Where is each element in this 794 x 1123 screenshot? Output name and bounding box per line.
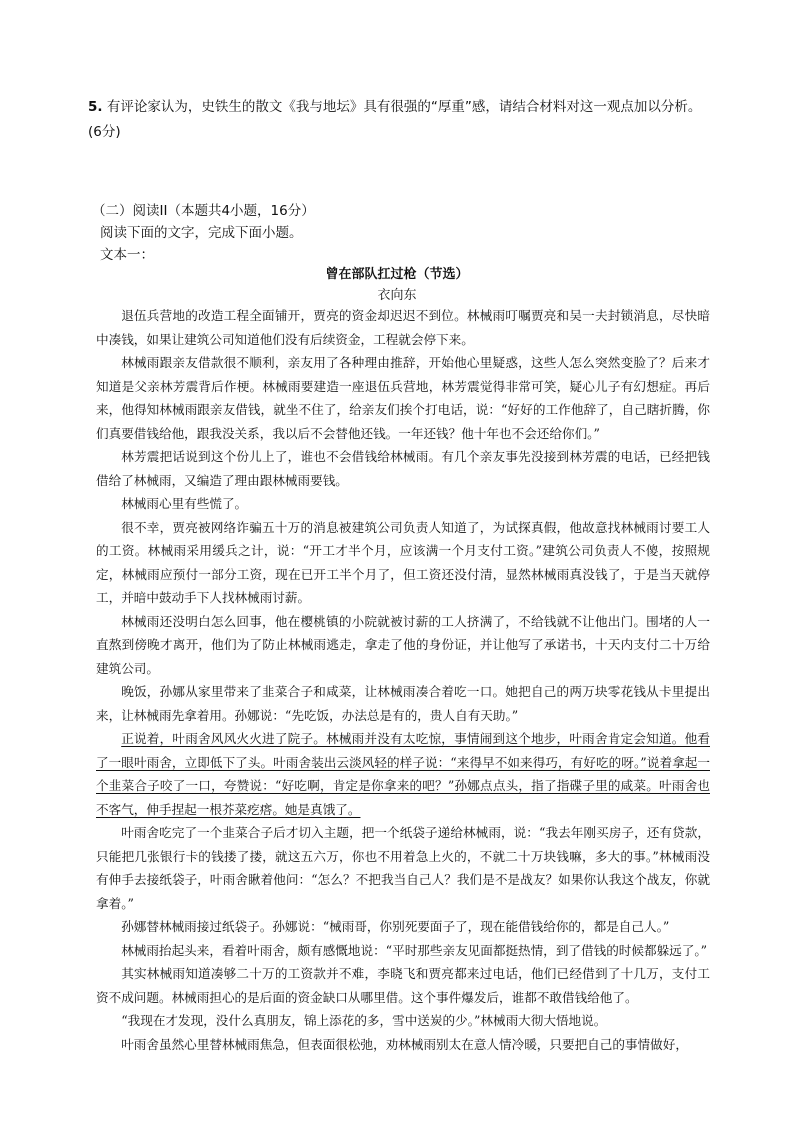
paragraph: 孙娜替林械雨接过纸袋子。孙娜说：“械雨哥，你别死要面子了，现在能借钱给你的，都是自己人。”: [121, 919, 670, 934]
paragraph: 林芳震把话说到这个份儿上了，谁也不会借钱给林械雨。有几个亲友事先没接到林芳震的电话，已经把钱借给了林械雨，又编造了理由跟林械雨要钱。: [96, 449, 710, 488]
text-label: 文本一：: [100, 247, 154, 263]
article-author: 衣向东: [377, 288, 417, 303]
paragraph: 其实林械雨知道凑够二十万的工资款并不难，李晓飞和贾亮都来过电话，他们已经借到了十几万，支付工资不成问题。林械雨担心的是后面的资金缺口从哪里借。这个事件爆发后，谁都不敢借钱给他了。: [96, 966, 710, 1005]
paragraph: 叶雨舍吃完了一个韭菜合子后才切入主题，把一个纸袋子递给林械雨，说：“我去年刚买房子，还有贷款，只能把几张银行卡的钱搂了搂，就这五六万，你也不用着急上火的，不就二十万块钱嘛，多大的事。”林械雨没有伸手去接纸袋子，叶雨舍瞅着他问：“怎么？不把我当自己人？我们是不是战友？如果你认我这个战友，你就拿着。”: [96, 825, 710, 911]
section-heading: （二）阅读II（本题共4小题，16分）: [92, 203, 315, 219]
paragraph: 晚饭，孙娜从家里带来了韭菜合子和咸菜，让林械雨凑合着吃一口。她把自己的两万块零花钱从卡里提出来，让林械雨先拿着用。孙娜说：“先吃饭，办法总是有的，贵人自有天助。”: [96, 684, 710, 723]
question-text: 有评论家认为，史铁生的散文《我与地坛》具有很强的“厚重”感，请结合材料对这一观点加以分析。(6分): [88, 99, 702, 140]
paragraph: 林械雨跟亲友借款很不顺利，亲友用了各种理由推辞，开始他心里疑惑，这些人怎么突然变脸了？后来才知道是父亲林芳震背后作梗。林械雨要建造一座退伍兵营地，林芳震觉得非常可笑，疑心儿子有幻想症。再后来，他得知林械雨跟亲友借钱，就坐不住了，给亲友们挨个打电话，说：“好好的工作他辞了，自己瞎折腾，你们真要借钱给他，跟我没关系，我以后不会替他还钱。一年还钱？他十年也不会还给你们。”: [96, 355, 710, 441]
instruction-text: 阅读下面的文字，完成下面小题。: [100, 225, 303, 241]
underlined-paragraph: [96, 727, 710, 821]
paragraph: 林械雨还没明白怎么回事，他在樱桃镇的小院就被讨薪的工人挤满了，不给钱就不让他出门。围堵的人一直熬到傍晚才离开，他们为了防止林械雨逃走，拿走了他的身份证，并让他写了承诺书，十天内支付二十万给建筑公司。: [96, 613, 710, 676]
paragraph: 林械雨抬起头来，看着叶雨舍，颇有感慨地说：“平时那些亲友见面都挺热情，到了借钱的时候都躲远了。”: [121, 942, 708, 958]
paragraph: “我现在才发现，没什么真朋友，锦上添花的多，雪中送炭的少。”林械雨大彻大悟地说。: [121, 1013, 607, 1028]
paragraph: 林械雨心里有些慌了。: [121, 496, 248, 511]
question-number: 5.: [88, 99, 103, 115]
paragraph: 很不幸，贾亮被网络诈骗五十万的消息被建筑公司负责人知道了，为试探真假，他故意找林械雨讨要工人的工资。林械雨采用缓兵之计，说：“开工才半个月，应该满一个月支付工资。”建筑公司负责人不傻，按照规定，林械雨应预付一部分工资，现在已开工半个月了，但工资还没付清，显然林械雨真没钱了，于是当天就停工，并暗中鼓动手下人找林械雨讨薪。: [96, 519, 710, 605]
article-title: 曾在部队扛过枪（节选）: [325, 267, 469, 282]
underlined-passage: 正说着，叶雨舍风风火火进了院子。林械雨并没有太吃惊，事情闹到这个地步，叶雨舍肯定会知道。他看了一眼叶雨舍，立即低下了头。叶雨舍装出云淡风轻的样子说：“来得早不如来得巧，有好吃的呀。”说着拿起一个韭菜合子咬了一口，夸赞说：“好吃啊，肯定是你拿来的吧？”孙娜点点头，指了指碟子里的咸菜。叶雨舍也不客气，伸手捏起一根芥菜疙瘩。她是真饿了。: [96, 731, 710, 817]
paragraph: 叶雨舍虽然心里替林械雨焦急，但表面很松弛，劝林械雨别太在意人情冷暖，只要把自己的事情做好，: [121, 1036, 688, 1052]
article-body: [96, 304, 710, 1056]
paragraph: 退伍兵营地的改造工程全面铺开，贾亮的资金却迟迟不到位。林械雨叮嘱贾亮和吴一夫封锁消息，尽快暗中凑钱，如果让建筑公司知道他们没有后续资金，工程就会停下来。: [96, 308, 710, 347]
question-5: [88, 95, 708, 145]
